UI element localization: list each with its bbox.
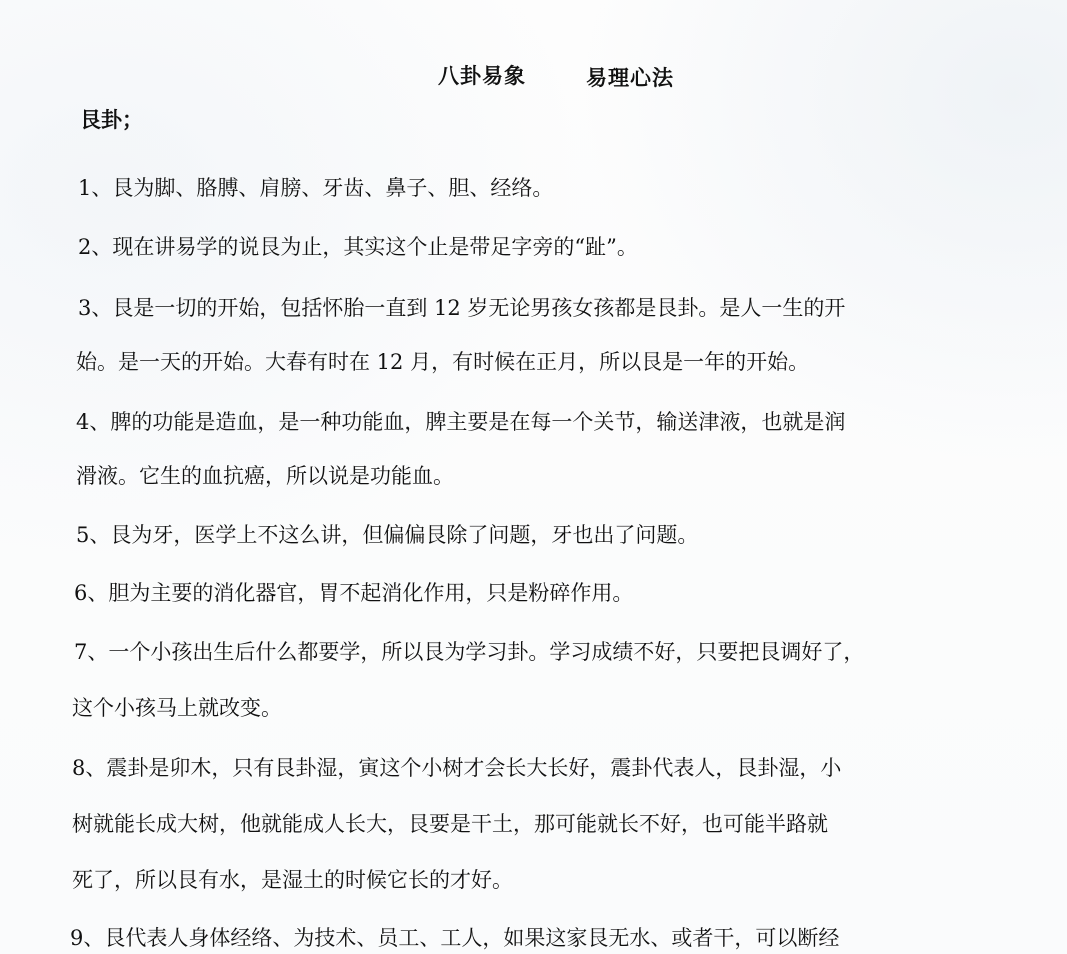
list-item-line: 4、脾的功能是造血，是一种功能血，脾主要是在每一个关节，输送津液，也就是润 (76, 410, 846, 434)
list-item-line: 死了，所以艮有水，是湿土的时候它长的才好。 (72, 868, 513, 892)
list-item-line: 6、胆为主要的消化器官，胃不起消化作用，只是粉碎作用。 (74, 581, 634, 605)
list-item-line: 7、一个小孩出生后什么都要学，所以艮为学习卦。学习成绩不好，只要把艮调好了， (74, 640, 865, 664)
page-subtitle: 易理心法 (586, 65, 674, 90)
list-item-line: 这个小孩马上就改变。 (72, 696, 282, 720)
list-item-line: 5、艮为牙，医学上不这么讲，但偏偏艮除了问题，牙也出了问题。 (76, 523, 699, 547)
page-title: 八卦易象 (438, 63, 526, 88)
list-item-line: 2、现在讲易学的说艮为止，其实这个止是带足字旁的“趾”。 (78, 235, 638, 259)
list-item-line: 树就能长成大树，他就能成人长大，艮要是干土，那可能就长不好，也可能半路就 (72, 812, 828, 836)
list-item-line: 3、艮是一切的开始，包括怀胎一直到 12 岁无论男孩女孩都是艮卦。是人一生的开 (78, 296, 846, 320)
list-item-line: 1、艮为脚、胳膊、肩膀、牙齿、鼻子、胆、经络。 (78, 176, 554, 200)
section-heading: 艮卦； (80, 107, 143, 132)
list-item-line: 始。是一天的开始。大春有时在 12 月，有时候在正月，所以艮是一年的开始。 (76, 350, 810, 374)
list-item-line: 9、艮代表人身体经络、为技术、员工、工人，如果这家艮无水、或者干，可以断经 (70, 926, 840, 950)
list-item-line: 滑液。它生的血抗癌，所以说是功能血。 (76, 464, 454, 488)
list-item-line: 8、震卦是卯木，只有艮卦湿，寅这个小树才会长大长好，震卦代表人，艮卦湿，小 (72, 756, 842, 780)
title-row (0, 54, 1067, 94)
